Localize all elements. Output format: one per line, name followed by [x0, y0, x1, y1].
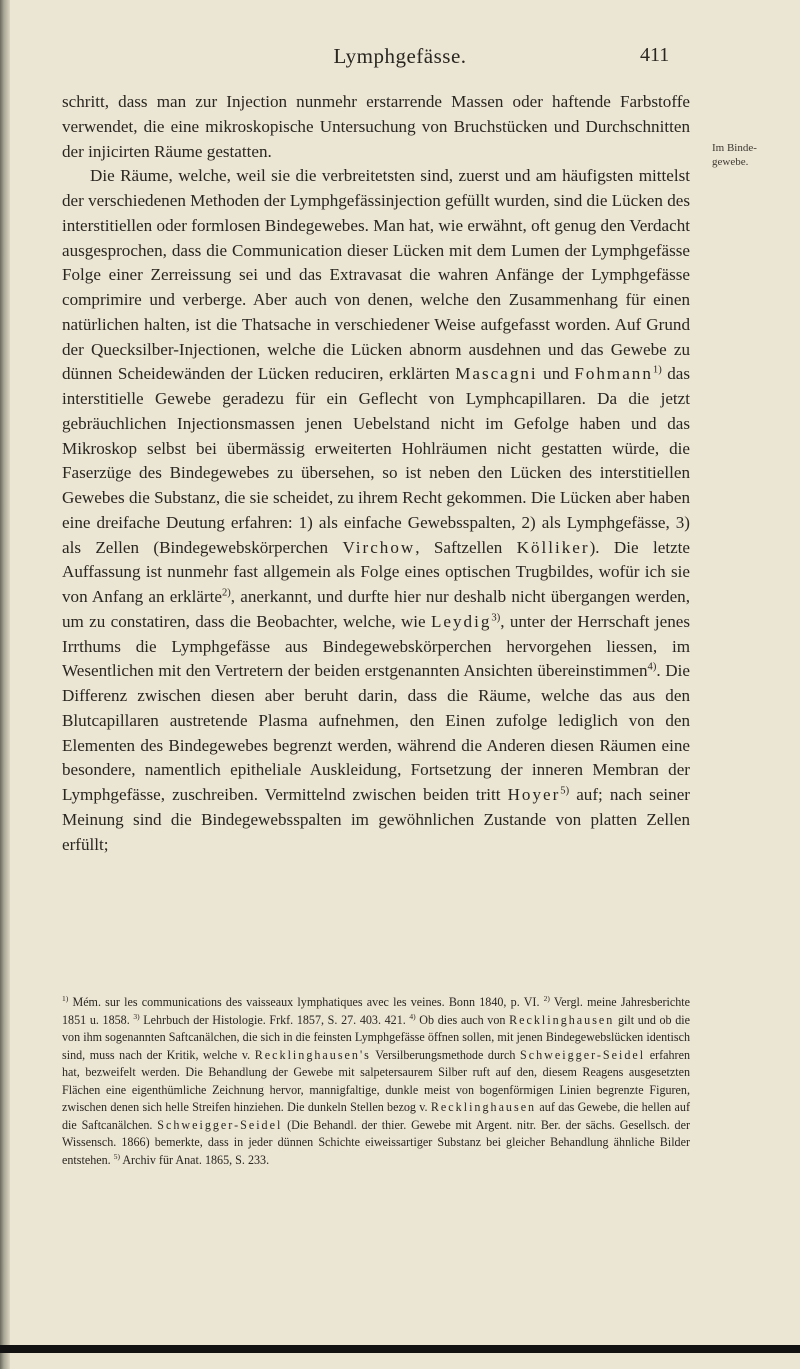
footnote-block: [62, 994, 690, 1169]
author-name: Schweigger-Seidel: [157, 1117, 283, 1132]
text-run: Die Räume, welche, weil sie die verbreitetsten sind, zuerst und am häufigsten mittelst der verschiedenen Methoden der Lymphgefässinjection gefüllt wurden, sind die Lücken des interstitiellen oder formlosen Bindegewebes. Man hat, wie erwähnt, oft genug den Verdacht ausgesprochen, dass die Communication dieser Lücken mit dem Lumen der Lymphgefässe Folge einer Zerreissung sei und das Extravasat die wahren Anfänge der Lymphgefässe comprimire und verberge. Aber auch von denen, welche den Zusammenhang für einen natürlichen halten, ist die Thatsache in verschiedener Weise aufgefasst worden. Auf Grund der Quecksilber-Injectionen, welche die Lücken abnorm ausdehnen und das Gewebe zu dünnen Scheidewänden der Lücken reduciren, erklärten: [62, 166, 691, 384]
author-name: Recklinghausen: [430, 1100, 537, 1114]
author-name: Recklinghausen's: [254, 1047, 371, 1062]
footnote-ref: 5): [560, 785, 570, 797]
text-run: , Saftzellen: [415, 537, 517, 557]
running-title: Lymphgefässe.: [333, 44, 467, 68]
author-name: Schweigger-Seidel: [520, 1047, 646, 1062]
author-name: Hoyer: [507, 785, 561, 804]
footnote-ref: 1): [652, 364, 662, 376]
text-run: gilt und ob die von ihm sogenannten Saftcanälchen, die sich in die feinsten Lymphgefässe öffnen sollen, mit jenen Bindegewebslücken identisch sind, muss nach der Kritik, welche v.: [62, 1012, 690, 1062]
text-run: erfahren hat, bezweifelt werden. Die Behandlung der Gewebe mit salpetersaurem Silber ruft auf den, diesem Reagens ausgesetzten Flächen eine eigenthümliche Zeichnung hervor, mannigfaltige, dunkle meist von bogenförmigen Linien begrenzte Figuren, zwischen denen sich helle Streifen hinziehen. Die dunkeln Stellen bezog v.: [62, 1047, 690, 1114]
text-run: , unter der Herrschaft jenes Irrthums die Lymphgefässe aus Bindegewebskörperchen hervorgehen liessen, im Wesentlichen mit den Vertretern der beiden erstgenannten Ansichten übereinstimmen: [62, 611, 691, 681]
footnote-marker: 5): [113, 1151, 120, 1161]
page-header: [0, 44, 800, 74]
text-run: Mém. sur les communications des vaisseaux lymphatiques avec les veines. Bonn 1840, p. VI.: [68, 995, 544, 1009]
author-name: Recklinghausen: [509, 1012, 615, 1027]
margin-note: Im Binde- gewebe.: [712, 142, 757, 168]
footnote-marker: 1): [62, 993, 69, 1003]
footnote-marker: 4): [409, 1011, 416, 1021]
text-run: Versilberungsmethode durch: [370, 1047, 521, 1062]
text-run: (Die Behandl. der thier. Gewebe mit Argent. nitr. Ber. der sächs. Gesellsch. der Wissensch. 1866) bemerkte, dass in jeder dünnen Schichte eiweissartiger Substanz bei gleicher Behandlung ähnliche Bilder entstehen.: [62, 1117, 691, 1167]
page-number: 411: [640, 44, 670, 66]
text-run: auf das Gewebe, die hellen auf die Saftcanälchen.: [62, 1100, 690, 1132]
bottom-rule: [0, 1345, 800, 1353]
text-run: . Die Differenz zwischen diesen aber beruht darin, dass die Räume, welche das aus den Blutcapillaren austretende Plasma aufnehmen, den Einen zufolge lediglich von den Elementen des Bindegewebes begrenzt werden, während die Anderen diesen Räumen eine besondere, namentlich epitheliale Auskleidung, Fortsetzung der inneren Membran der Lymphgefässe, zuschreiben. Vermittelnd zwischen beiden tritt: [62, 661, 690, 804]
footnote-marker: 3): [133, 1011, 140, 1021]
text-run: Archiv für Anat. 1865, S. 233.: [119, 1152, 270, 1167]
footnotes: [62, 994, 690, 1169]
text-run: , anerkannt, und durfte hier nur deshalb nicht übergangen werden, um zu constatiren, dass die Beobachter, welche, wie: [62, 587, 690, 631]
author-name: Virchow: [342, 537, 416, 557]
footnote-ref: 2): [221, 587, 231, 599]
text-run: das interstitielle Gewebe geradezu für ein Geflecht von Lymphcapillaren. Da die jetzt gebräuchlichen Injectionsmassen jenen Uebelstand nicht im Gefolge haben und das Mikroskop selbst bei übermässig erweiterten Hohlräumen nicht gestatten würde, die Faserzüge des Bindegewebes zu übersehen, so ist neben den Lücken des interstitiellen Gewebes die Substanz, die sie scheidet, zu ihrem Recht gekommen. Die Lücken aber haben eine dreifache Deutung erfahren: 1) als einfache Gewebsspalten, 2) als Lymphgefässe, 3) als Zellen (Bindegewebskörperchen: [62, 364, 691, 557]
footnote-ref: 4): [647, 661, 657, 673]
main-text: [62, 90, 690, 857]
text-run: schritt, dass man zur Injection nunmehr erstarrende Massen oder haftende Farbstoffe verwendet, die eine mikroskopische Untersuchung von Bruchstücken und Durchschnitten der injicirten Räume gestatten.: [62, 92, 690, 161]
footnote-ref: 3): [491, 612, 501, 624]
page-edge-shadow: [0, 0, 10, 1369]
author-name: Mascagni: [455, 364, 538, 384]
text-run: Ob dies auch von: [415, 1012, 510, 1027]
text-run: ). Die letzte Auffassung ist nunmehr fast allgemein als Folge eines optischen Trugbildes, wofür ich sie von Anfang an erklärte: [62, 537, 691, 606]
paragraph: [62, 90, 690, 164]
author-name: Fohmann: [574, 364, 653, 384]
paragraph: [62, 164, 690, 857]
author-name: Kölliker: [516, 537, 590, 557]
footnote-marker: 2): [543, 993, 550, 1003]
text-run: Vergl. meine Jahresberichte 1851 u. 1858.: [62, 995, 690, 1027]
text-run: Lehrbuch der Histologie. Frkf. 1857, S. 27. 403. 421.: [139, 1012, 410, 1027]
text-run: auf; nach seiner Meinung sind die Bindegewebsspalten im gewöhnlichen Zustande von platten Zellen erfüllt;: [62, 785, 690, 854]
text-run: und: [537, 364, 575, 384]
author-name: Leydig: [430, 611, 492, 631]
